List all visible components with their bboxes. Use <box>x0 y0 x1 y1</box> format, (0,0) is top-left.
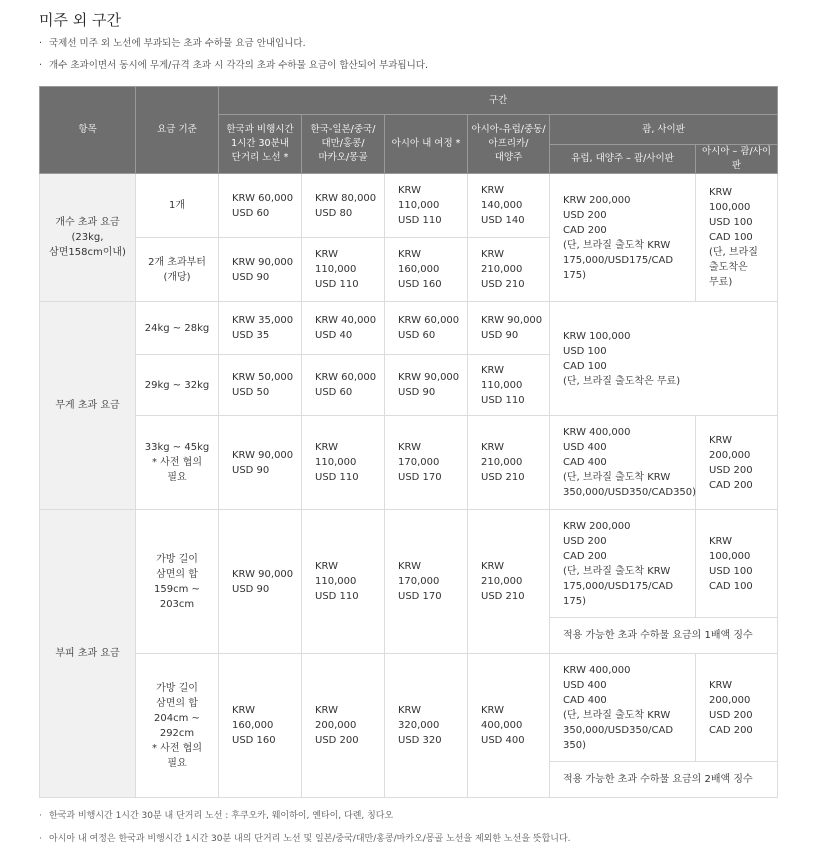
intro-note: · 개수 초과이면서 동시에 무게/규격 초과 시 각각의 초과 수하물 요금이 합산되어 부과됩니다. <box>39 58 428 80</box>
fee-cell: KRW 210,000 USD 210 <box>468 510 550 654</box>
fee-cell: KRW 210,000 USD 210 <box>468 416 550 510</box>
header-short-haul: 한국과 비행시간 1시간 30분내 단거리 노선 * <box>219 115 302 174</box>
footnotes <box>39 808 571 854</box>
group-count-excess: 개수 초과 요금 (23kg, 삼면158cm이내) <box>40 174 136 302</box>
criteria-size-159-203: 가방 길이 삼면의 합 159cm ~ 203cm <box>136 510 219 654</box>
group-size-excess: 부피 초과 요금 <box>40 510 136 798</box>
fee-cell: KRW 160,000 USD 160 <box>219 654 302 798</box>
criteria-count-2: 2개 초과부터 (개당) <box>136 238 219 302</box>
intro-note: · 국제선 미주 외 노선에 부과되는 초과 수하물 요금 안내입니다. <box>39 36 428 58</box>
fee-note-cell: 적용 가능한 초과 수하물 요금의 2배액 징수 <box>550 762 778 798</box>
header-section: 구간 <box>219 87 778 115</box>
fee-cell: KRW 400,000 USD 400 CAD 400 (단, 브라질 출도착 KRW 350,000/USD350/CAD 350) <box>550 654 696 762</box>
fee-cell: KRW 110,000 USD 110 <box>468 355 550 416</box>
fee-cell: KRW 160,000 USD 160 <box>385 238 468 302</box>
fee-cell: KRW 170,000 USD 170 <box>385 416 468 510</box>
fee-cell: KRW 90,000 USD 90 <box>219 416 302 510</box>
header-asia: 아시아 내 여정 * <box>385 115 468 174</box>
criteria-size-204-292: 가방 길이 삼면의 합 204cm ~ 292cm * 사전 협의 필요 <box>136 654 219 798</box>
fee-cell: KRW 100,000 USD 100 CAD 100 (단, 브라질 출도착은 무료) <box>550 302 778 416</box>
fee-cell: KRW 40,000 USD 40 <box>302 302 385 355</box>
criteria-count-1: 1개 <box>136 174 219 238</box>
header-asia-guam: 아시아 – 괌/사이판 <box>696 145 778 174</box>
fee-cell: KRW 400,000 USD 400 CAD 400 (단, 브라질 출도착 KRW 350,000/USD350/CAD350) <box>550 416 696 510</box>
fee-cell: KRW 210,000 USD 210 <box>468 238 550 302</box>
fee-cell: KRW 140,000 USD 140 <box>468 174 550 238</box>
header-item: 항목 <box>40 87 136 174</box>
fee-cell: KRW 200,000 USD 200 CAD 200 (단, 브라질 출도착 KRW 175,000/USD175/CAD 175) <box>550 174 696 302</box>
fee-cell: KRW 110,000 USD 110 <box>302 238 385 302</box>
fee-cell: KRW 60,000 USD 60 <box>385 302 468 355</box>
fee-note-cell: 적용 가능한 초과 수하물 요금의 1배액 징수 <box>550 618 778 654</box>
fee-cell: KRW 60,000 USD 60 <box>302 355 385 416</box>
fee-cell: KRW 110,000 USD 110 <box>385 174 468 238</box>
fee-cell: KRW 400,000 USD 400 <box>468 654 550 798</box>
fee-cell: KRW 200,000 USD 200 CAD 200 (단, 브라질 출도착 KRW 175,000/USD175/CAD 175) <box>550 510 696 618</box>
fee-cell: KRW 110,000 USD 110 <box>302 416 385 510</box>
intro-notes <box>39 36 428 80</box>
fee-cell: KRW 200,000 USD 200 CAD 200 <box>696 654 778 762</box>
fee-cell: KRW 90,000 USD 90 <box>219 510 302 654</box>
header-guam-saipan: 괌, 사이판 <box>550 115 778 145</box>
fee-cell: KRW 35,000 USD 35 <box>219 302 302 355</box>
footnote: · 아시아 내 여정은 한국과 비행시간 1시간 30분 내의 단거리 노선 및 일본/중국/대만/홍콩/마카오/몽골 노선을 제외한 노선을 뜻합니다. <box>39 831 571 854</box>
fee-cell: KRW 50,000 USD 50 <box>219 355 302 416</box>
fee-cell: KRW 110,000 USD 110 <box>302 510 385 654</box>
criteria-weight-33-45: 33kg ~ 45kg * 사전 협의 필요 <box>136 416 219 510</box>
fee-cell: KRW 100,000 USD 100 CAD 100 (단, 브라질 출도착은 무료) <box>696 174 778 302</box>
fee-cell: KRW 90,000 USD 90 <box>468 302 550 355</box>
header-criteria: 요금 기준 <box>136 87 219 174</box>
excess-baggage-fee-table <box>39 86 778 798</box>
fee-cell: KRW 200,000 USD 200 CAD 200 <box>696 416 778 510</box>
criteria-weight-29-32: 29kg ~ 32kg <box>136 355 219 416</box>
fee-cell: KRW 80,000 USD 80 <box>302 174 385 238</box>
fee-cell: KRW 170,000 USD 170 <box>385 510 468 654</box>
fee-cell: KRW 100,000 USD 100 CAD 100 <box>696 510 778 618</box>
header-asia-europe: 아시아-유럽/중동/ 아프리카/ 대양주 <box>468 115 550 174</box>
criteria-weight-24-28: 24kg ~ 28kg <box>136 302 219 355</box>
fee-cell: KRW 320,000 USD 320 <box>385 654 468 798</box>
fee-cell: KRW 90,000 USD 90 <box>219 238 302 302</box>
fee-cell: KRW 200,000 USD 200 <box>302 654 385 798</box>
fee-cell: KRW 60,000 USD 60 <box>219 174 302 238</box>
footnote: · 한국과 비행시간 1시간 30분 내 단거리 노선 : 후쿠오카, 웨이하이, 옌타이, 다롄, 칭다오 <box>39 808 571 831</box>
page-title: 미주 외 구간 <box>39 11 121 29</box>
header-japan-china: 한국-일본/중국/ 대만/홍콩/ 마카오/몽골 <box>302 115 385 174</box>
group-weight-excess: 무게 초과 요금 <box>40 302 136 510</box>
header-europe-oceania-guam: 유럽, 대양주 – 괌/사이판 <box>550 145 696 174</box>
fee-cell: KRW 90,000 USD 90 <box>385 355 468 416</box>
